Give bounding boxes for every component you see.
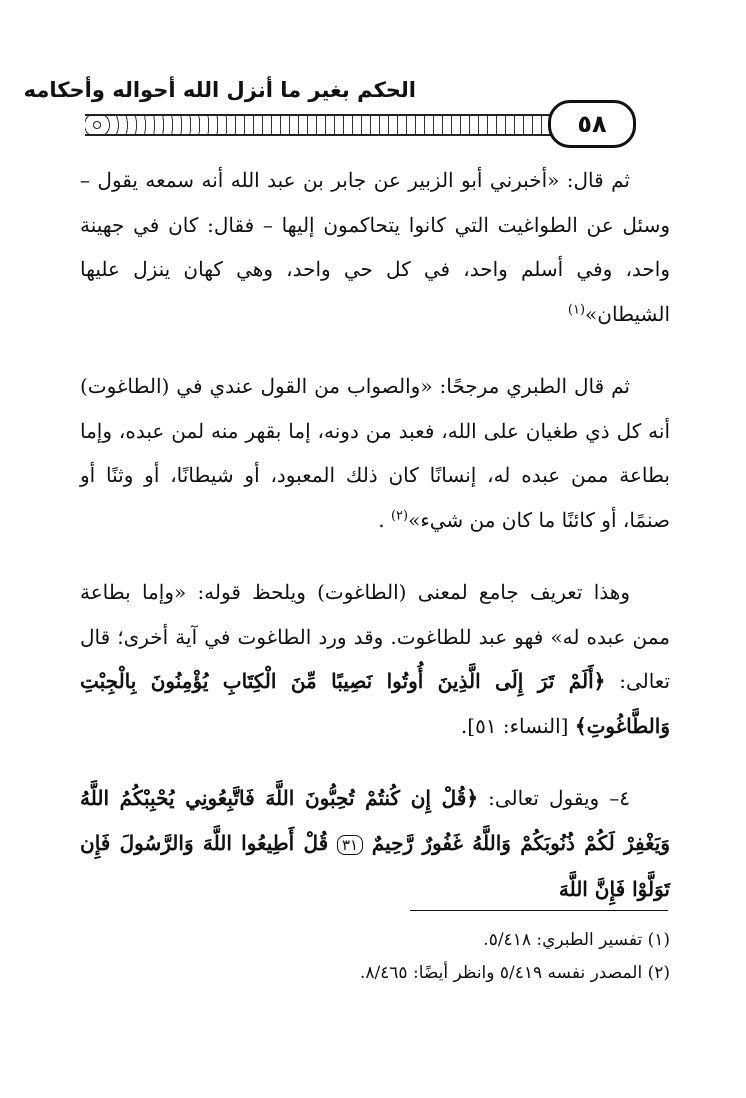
paragraph-1 <box>80 158 670 336</box>
running-title: الحكم بغير ما أنزل الله أحواله وأحكامه <box>23 78 416 102</box>
paragraph-4 <box>80 776 670 912</box>
footnote-ref-1: (١) <box>567 301 586 317</box>
page-number: ٥٨ <box>548 100 636 148</box>
paragraph-2-end: . <box>378 507 385 532</box>
quran-verse-31: ﴿قُلْ إِن كُنتُمْ تُحِبُّونَ اللَّهَ فَاتَّبِعُونِي يُحْبِبْكُمُ اللَّهُ وَيَغْفِرْ لَكُمْ ذُنُوبَكُمْ وَاللَّهُ غَفُورٌ رَّحِيمٌ <box>80 786 671 855</box>
paragraph-2 <box>80 364 670 542</box>
paragraph-2-text: ثم قال الطبري مرجحًا: «والصواب من القول عندي في (الطاغوت) أنه كل ذي طغيان على الله، فعبد من دونه، إما بقهر منه لمن عبده، وإما بطاعة ممن عبده له، إنسانًا كان ذلك المعبود، أو شيطانًا، أو وثنًا أو صنمًا، أو كائنًا ما كان من شيء» <box>80 374 670 532</box>
footnote-divider <box>410 910 668 911</box>
verse-citation: [النساء: ٥١]. <box>460 713 569 738</box>
quran-verse-32: قُلْ أَطِيعُوا اللَّهَ وَالرَّسُولَ فَإِن تَوَلَّوْا فَإِنَّ اللَّهَ <box>80 830 670 901</box>
main-text <box>80 158 670 940</box>
paragraph-3-intro: وهذا تعريف جامع لمعنى (الطاغوت) ويلحظ قوله: «وإما بطاعة ممن عبده له» فهو عبد للطاغوت. وقد ورد الطاغوت في آية أخرى؛ قال تعالى: <box>80 580 671 693</box>
paragraph-3 <box>80 570 670 748</box>
footnote-1: (١) تفسير الطبري: ٥/٤١٨. <box>483 930 670 950</box>
verse-number-marker: ٣١ <box>337 835 363 855</box>
footnote-2: (٢) المصدر نفسه ٥/٤١٩ وانظر أيضًا: ٨/٤٦٥. <box>359 963 670 983</box>
footnote-ref-2: (٢) <box>390 507 409 523</box>
paragraph-1-text: ثم قال: «أخبرني أبو الزبير عن جابر بن عبد الله أنه سمعه يقول – وسئل عن الطواغيت التي كانوا يتحاكمون إليها – فقال: كان في جهينة واحد، وفي أسلم واحد، في كل حي واحد، وهي كهان ينزل عليها الشيطان» <box>80 168 670 326</box>
paragraph-4-intro: ٤– ويقول تعالى: <box>488 786 631 810</box>
quran-verse-nisa-51: ﴿أَلَمْ تَرَ إِلَى الَّذِينَ أُوتُوا نَصِيبًا مِّنَ الْكِتَابِ يُؤْمِنُونَ بِالْجِبْتِ وَالطَّاغُوتِ﴾ <box>80 669 670 738</box>
footnotes <box>80 924 670 990</box>
